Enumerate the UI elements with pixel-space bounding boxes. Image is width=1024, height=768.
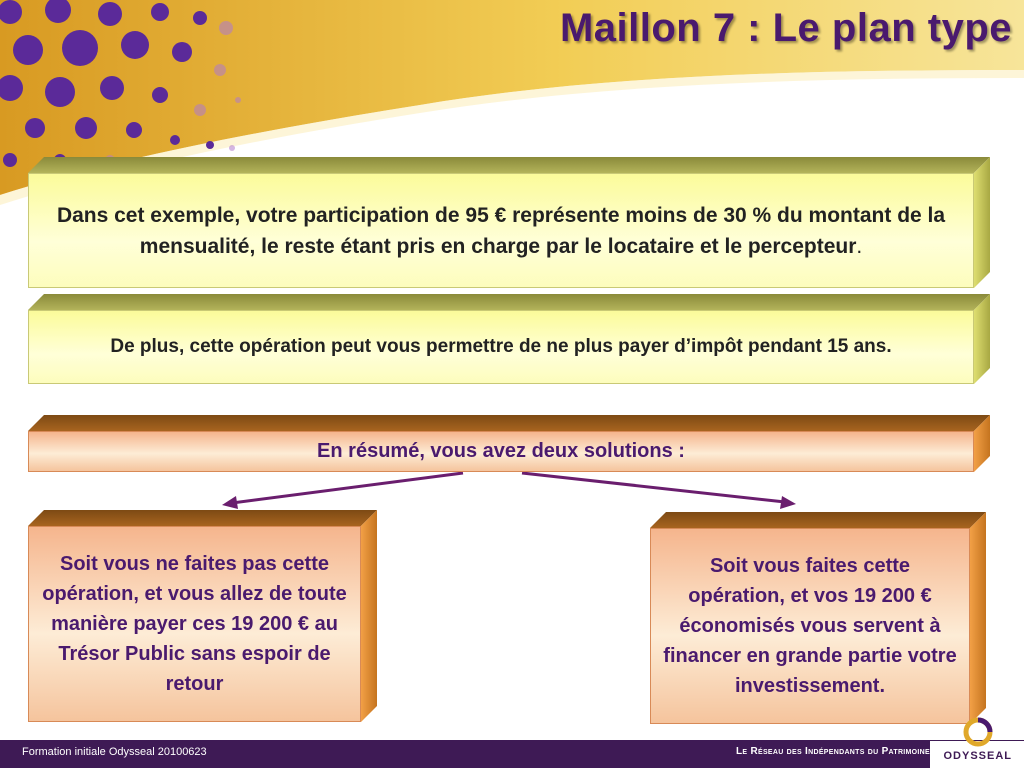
arrows <box>222 473 796 509</box>
odysseal-logo-icon <box>962 716 994 748</box>
brand-name: ODYSSEAL <box>943 750 1012 762</box>
summary-box <box>28 431 974 472</box>
example-box <box>28 173 974 288</box>
option-right-text: Soit vous faites cette opération, et vos 19 200 € économisés vous servent à financer en grande partie votre investissement. <box>663 555 957 697</box>
page-title: Maillon 7 : Le plan type <box>559 6 1012 50</box>
footer-text: Formation initiale Odysseal 20100623 <box>22 746 207 758</box>
example-period: . <box>856 234 863 258</box>
example-text-wrapper <box>47 200 955 262</box>
option-left-box <box>28 526 361 722</box>
tax-box <box>28 310 974 384</box>
footer-tagline: Le Réseau des Indépendants du Patrimoine <box>736 746 930 757</box>
option-left-text: Soit vous ne faites pas cette opération, et vous allez de toute manière payer ces 19 200 € au Trésor Public sans espoir de retour <box>42 553 347 695</box>
summary-text: En résumé, vous avez deux solutions : <box>317 440 685 462</box>
option-right-box <box>650 528 970 724</box>
tax-text: De plus, cette opération peut vous permettre de ne plus payer d’impôt pendant 15 ans. <box>110 336 892 357</box>
example-text: Dans cet exemple, votre participation de 95 € représente moins de 30 % du montant de la mensualité, le reste étant pris en charge par le locataire et le percepteur <box>56 203 946 258</box>
